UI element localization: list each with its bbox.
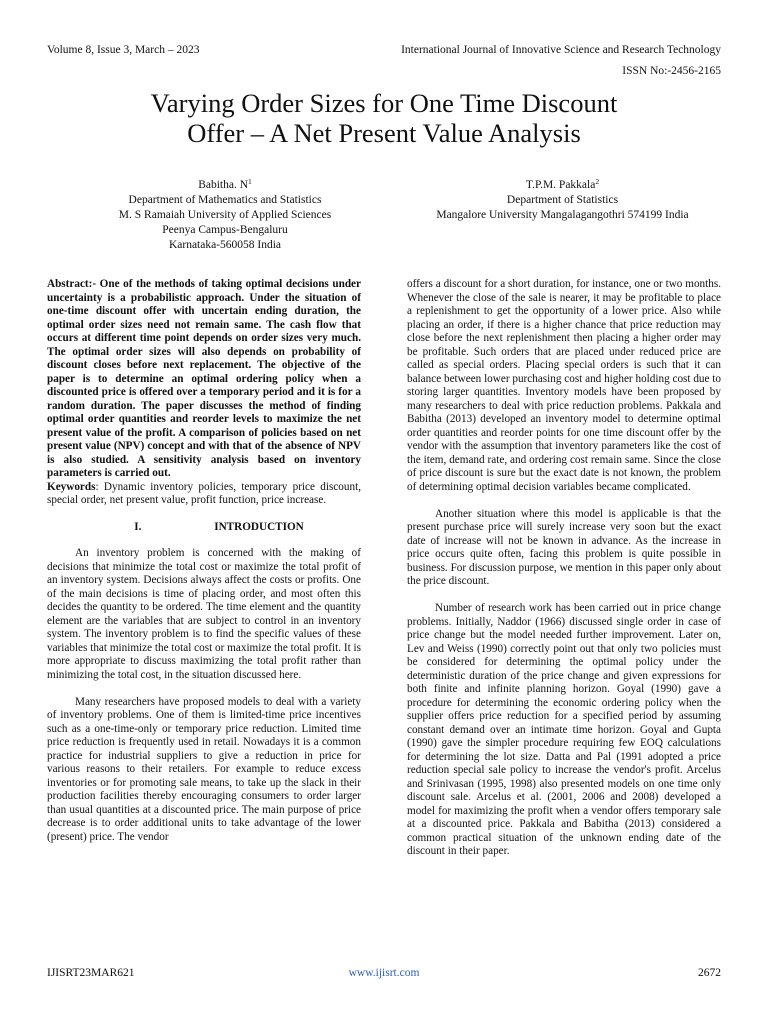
- body-paragraph: offers a discount for a short duration, for instance, one or two months. Whenever the close of the sale is nearer, it may be profitable to place a replenishment to get the opportunity of a lower price. Also while placing an order, if there is a higher chance that price reduction may close before the next replenishment then placing a higher order may be profitable. Such orders that are placed under reduced price are called as special orders. Placing special orders is such that it can balance between lower purchasing cost and higher holding cost due to storing larger quantities. Inventory models have been proposed by many researchers to deal with price reduction problems. Pakkala and Babitha (2013) developed an inventory model to determine optimal order quantities and reorder points for one time discount offer by the vendor with the assumption that inventory parameters like the cost of the item, demand rate, and ordering cost remain same. Since the close of price discount is sure but the exact date is not known, the problem of determining optimal decision variables became complicated.: [407, 278, 721, 493]
- title-line-2: Offer – A Net Present Value Analysis: [187, 118, 581, 148]
- body-paragraph: An inventory problem is concerned with the making of decisions that minimize the total cost or maximize the total profit of an inventory system. Decisions always affect the costs or profits. One of the main decisions is time of placing order, and most often this decides the quantity to be ordered. The time element and the quantity element are the variables that are subject to control in an inventory system. The inventory problem is to find the specific values of these variables that minimize the total cost or maximize the total profit. It is more appropriate to discuss maximizing the total profit rather than minimizing the total cost, in the situation discussed here.: [47, 547, 361, 681]
- abstract: Abstract:- One of the methods of taking optimal decisions under uncertainty is a probabilistic approach. Under the situation of one-time discount offer with uncertain ending duration, the optimal order sizes need not remain same. The cash flow that occurs at different time point depends on order sizes very much. The optimal order sizes will also depends on probability of discount closes before next replacement. The objective of the paper is to determine an optimal ordering policy when a discounted price is offered over a temporary period and it is for a random duration. The paper discusses the method of finding optimal order quantities and reorder levels to maximize the net present value of the profit. A comparison of policies based on net present value (NPV) concept and with that of the absence of NPV is also studied. A sensitivity analysis based on inventory parameters is carried out.: [47, 278, 361, 479]
- author-2-block: [395, 178, 730, 223]
- journal-website-link[interactable]: www.ijisrt.com: [348, 967, 420, 979]
- author-1-sup: 1: [248, 177, 252, 186]
- author-2-name: T.P.M. Pakkala$^2$: [525, 177, 600, 191]
- section-number: I.: [134, 520, 142, 533]
- journal-name: International Journal of Innovative Science and Research Technology: [401, 44, 721, 56]
- author-2-sup: 2: [595, 177, 600, 186]
- author-1-name: Babitha. $N^1$: [198, 177, 252, 191]
- page-number: 2672: [698, 967, 721, 979]
- right-column: [407, 278, 721, 859]
- body-paragraph: Number of research work has been carried out in price change problems. Initially, Naddor (1966) discussed single order in case of price change but the model needed further improvement. Later on, Lev and Weiss (1990) correctly point out that only two policies must be considered for determining the optimal policy under the deterministic duration of the price change and given expressions for both finite and infinite planning horizon. Goyal (1990) gave a procedure for determining the economic ordering policy when the supplier offers price reduction for a specified period by assuming constant demand over an intimate time horizon. Goyal and Gupta (1990) gave the simpler procedure requiring few EOQ calculations for determining the lot size. Datta and Pal (1991 adopted a price reduction special sale policy to increase the vendor's profit. Arcelus and Srinivasan (1995, 1998) also presented models on one time only discount sale. Arcelus et al. (2001, 2006 and 2008) developed a model for maximizing the profit when a vendor offers temporary sale at a discounted price. Pakkala and Babitha (2013) considered a common practical situation of the unknown ending date of the discount in their paper.: [407, 602, 721, 857]
- left-column: [47, 278, 361, 844]
- title-line-1: Varying Order Sizes for One Time Discount: [150, 88, 618, 118]
- keywords-text: : Dynamic inventory policies, temporary price discount, special order, net present value, profit function, price increase.: [47, 480, 361, 506]
- author-1-affil-line: Peenya Campus-Bengaluru: [162, 224, 288, 236]
- section-title: INTRODUCTION: [214, 520, 304, 533]
- keywords-label: Keywords: [47, 480, 96, 493]
- author-1-affil-line: M. S Ramaiah University of Applied Sciences: [118, 209, 332, 221]
- paper-title: [40, 88, 728, 148]
- article-id: IJISRT23MAR621: [47, 967, 135, 979]
- issn: ISSN No:-2456-2165: [622, 65, 721, 77]
- author-1-block: [40, 178, 410, 253]
- author-2-affil-line: Mangalore University Mangalagangothri 574199 India: [436, 209, 689, 221]
- author-2-affil-line: Department of Statistics: [506, 194, 619, 206]
- author-1-affil-line: Karnataka-560058 India: [168, 239, 282, 251]
- body-paragraph: Many researchers have proposed models to deal with a variety of inventory problems. One of them is limited-time price incentives such as a one-time-only or temporary price reduction. Limited time price reduction is frequently used in retail. Nowadays it is a common practice for industrial suppliers to give a reduction in price for various reasons to their retailers. For example to reduce excess inventories or for promoting sale means, to take up the slack in their production facilities thereby encouraging consumers to order larger than usual quantities at a discounted price. The main purpose of price decrease is to order additional units to take advantage of the lower (present) price. The vendor: [47, 695, 361, 843]
- body-paragraph: Another situation where this model is applicable is that the present purchase price will surely increase very soon but the exact date of increase will not be known in advance. As the increase in price occurs quite often, facing this problem is quite possible in business. For discussion purpose, we mention in this paper only about the price discount.: [407, 507, 721, 587]
- keywords: [47, 481, 361, 508]
- volume-info: Volume 8, Issue 3, March – 2023: [47, 44, 200, 56]
- section-heading: [47, 521, 361, 535]
- author-1-affil-line: Department of Mathematics and Statistics: [128, 194, 322, 206]
